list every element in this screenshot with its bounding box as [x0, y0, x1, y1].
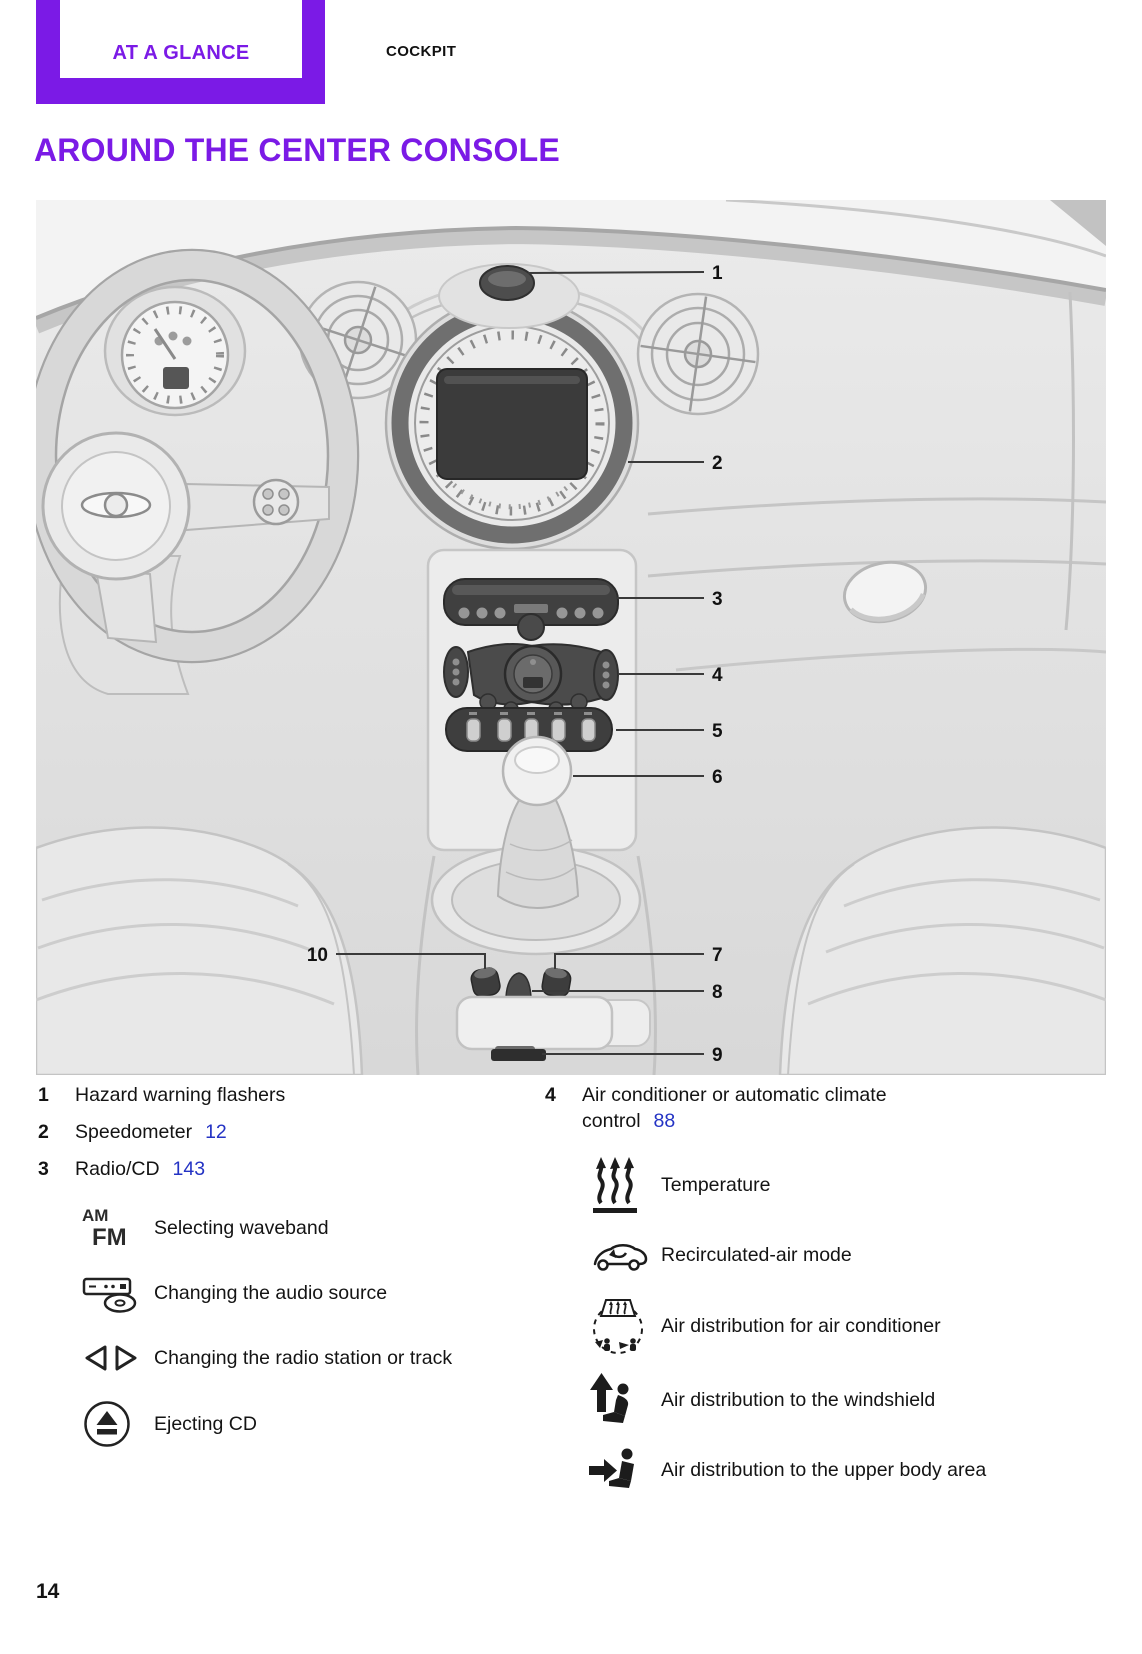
- legend-item-climate: [543, 1082, 963, 1134]
- callout-1: 1: [712, 263, 723, 284]
- speedometer-display: [437, 369, 587, 479]
- legend-subitem-label: Air distribution to the upper body area: [661, 1459, 987, 1481]
- legend-subitem-recirculated-air: [543, 1231, 998, 1279]
- legend-subitem-air-distribution-windshield: [543, 1373, 998, 1427]
- legend-subitem-label: Air distribution for air conditioner: [661, 1315, 941, 1337]
- track-icon: [82, 1344, 140, 1372]
- page-number: 14: [36, 1580, 60, 1603]
- am-fm-icon: AM FM: [82, 1205, 127, 1251]
- console-socket: [491, 1049, 546, 1061]
- legend-item-label: Radio/CD: [75, 1158, 160, 1180]
- page-reference: 12: [205, 1121, 227, 1143]
- instrument-cluster: [105, 287, 245, 415]
- legend-item-number: 3: [38, 1158, 49, 1180]
- dashboard-illustration-svg: [36, 200, 1106, 1075]
- dashboard-illustration: [36, 200, 1106, 1075]
- eject-cd-icon: [82, 1399, 132, 1449]
- legend-right-column: [543, 1082, 998, 1513]
- legend-item-hazard: [36, 1082, 526, 1108]
- legend-item-label: Hazard warning flashers: [75, 1084, 286, 1106]
- callout-6: 6: [712, 767, 723, 788]
- legend-subitem-label: Temperature: [661, 1174, 771, 1196]
- temperature-icon: [589, 1156, 641, 1214]
- legend-left-column: [36, 1082, 526, 1466]
- recirculated-air-icon: [589, 1237, 649, 1273]
- page-reference: 143: [172, 1158, 206, 1180]
- section-tab: [36, 0, 325, 104]
- callout-7: 7: [712, 945, 723, 966]
- legend-subitem-label: Ejecting CD: [154, 1413, 257, 1435]
- air-distribution-windshield-icon: [589, 1373, 635, 1427]
- legend-item-label: Speedometer: [75, 1121, 193, 1143]
- section-label: AT A GLANCE: [112, 42, 250, 64]
- page-reference: 88: [653, 1110, 676, 1132]
- section-tab-notch: [60, 0, 302, 78]
- callout-8: 8: [712, 982, 723, 1003]
- climate-sub-items: [543, 1156, 998, 1496]
- legend-subitem-eject: [36, 1399, 526, 1449]
- legend-subitem-audio-source: [36, 1269, 526, 1317]
- legend-subitem-label: Recirculated-air mode: [661, 1244, 852, 1266]
- air-distribution-upper-body-icon: [589, 1444, 639, 1496]
- mini-badge: [82, 493, 150, 517]
- legend-item-number: 1: [38, 1084, 49, 1106]
- legend-item-label: Air conditioner or automatic climate control: [582, 1084, 887, 1132]
- callout-9: 9: [712, 1045, 723, 1066]
- radio-sub-items: [36, 1204, 526, 1449]
- legend-subitem-temperature: [543, 1156, 998, 1214]
- callout-4: 4: [712, 665, 723, 686]
- legend-subitem-label: Selecting waveband: [154, 1217, 329, 1239]
- callout-10: 10: [306, 945, 328, 966]
- legend-item-number: 4: [545, 1084, 556, 1106]
- callout-2: 2: [712, 453, 723, 474]
- armrest: [457, 997, 612, 1049]
- audio-source-icon: [82, 1273, 140, 1313]
- legend-subitem-air-distribution-upper-body: [543, 1444, 998, 1496]
- chapter-label: COCKPIT: [386, 43, 457, 60]
- legend-subitem-air-distribution-ac: [543, 1296, 998, 1356]
- legend-item-speedometer: [36, 1119, 526, 1145]
- legend-subitem-waveband: [36, 1204, 526, 1252]
- legend-item-number: 2: [38, 1121, 49, 1143]
- air-distribution-ac-icon: [589, 1296, 647, 1356]
- legend-subitem-label: Air distribution to the windshield: [661, 1389, 936, 1411]
- speedometer: [386, 297, 638, 549]
- legend-subitem-label: Changing the radio station or track: [154, 1347, 453, 1369]
- callout-5: 5: [712, 721, 723, 742]
- legend-subitem-label: Changing the audio source: [154, 1282, 388, 1304]
- wheel-button-cluster: [254, 480, 298, 524]
- page-title: AROUND THE CENTER CONSOLE: [34, 132, 560, 168]
- legend-item-radio-cd: [36, 1156, 526, 1182]
- legend-subitem-track: [36, 1334, 526, 1382]
- callout-3: 3: [712, 589, 723, 610]
